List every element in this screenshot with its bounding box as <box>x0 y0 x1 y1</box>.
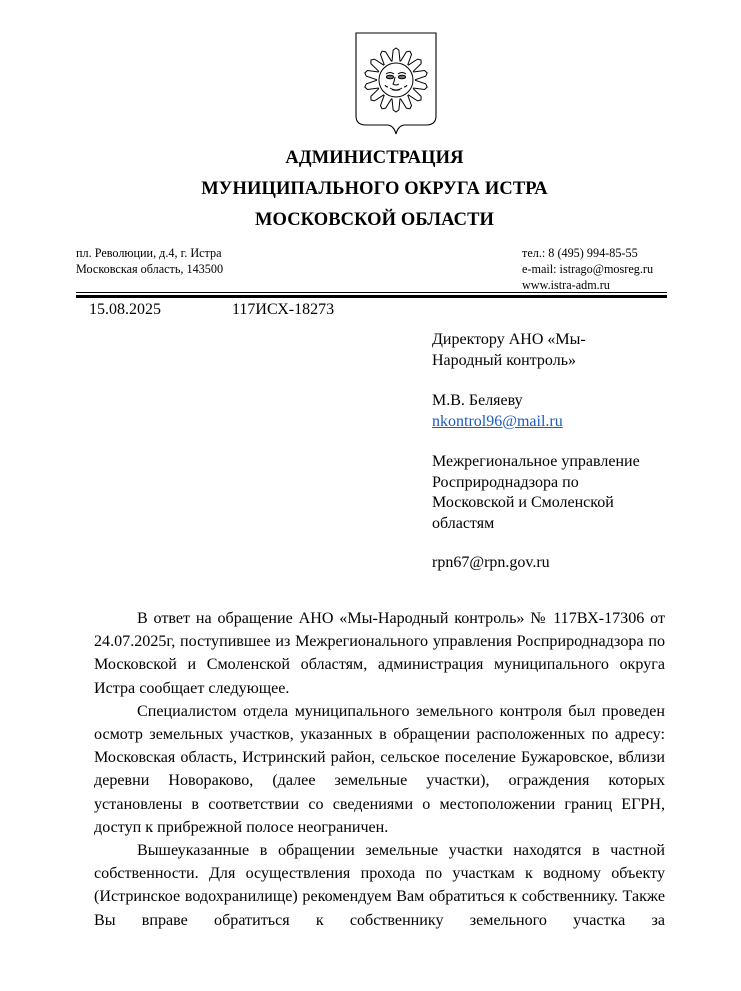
org-title-line: АДМИНИСТРАЦИЯ <box>285 148 464 168</box>
org-title-line: МОСКОВСКОЙ ОБЛАСТИ <box>254 210 495 230</box>
address-line: Московская область, 143500 <box>76 262 224 276</box>
website-line: www.istra-adm.ru <box>522 278 610 292</box>
document-date: 15.08.2025 <box>89 301 161 318</box>
addressee-person <box>432 391 682 432</box>
addressee-organization <box>432 330 682 371</box>
addressee-line: Директору АНО «Мы- <box>432 331 586 348</box>
addressee-line: областям <box>432 514 495 532</box>
phone-line: тел.: 8 (495) 994-85-55 <box>522 246 638 260</box>
header-divider-thin <box>76 292 667 293</box>
sun-petal <box>400 95 411 109</box>
coat-of-arms-icon <box>352 30 440 138</box>
sun-petal <box>400 51 411 65</box>
sun-face-outline <box>379 63 413 97</box>
sun-petal <box>392 99 400 112</box>
addressee-line: Народный контроль» <box>432 351 576 369</box>
sun-petal <box>413 71 427 80</box>
addressee-line: Межрегиональное управление <box>432 453 640 470</box>
body-paragraph: В ответ на обращение АНО «Мы-Народный контроль» № 117ВХ-17306 от 24.07.2025г, поступившее из Межрегионального управления Росприроднадзора по Московской и Смоленской областям, администрация муниципального округа Истра сообщает следующее. <box>94 610 665 697</box>
body-paragraph: Специалистом отдела муниципального земельного контроля был проведен осмотр земельных участков, указанных в обращении расположенных по адресу: Московская область, Истринский район, сельское поселение Бужаровское, вблизи деревни Новораково, (далее земельные участки), ограждения которых установлены в соответствии со сведениями о местоположении границ ЕГРН, доступ к прибрежной полосе неограничен. <box>94 702 665 836</box>
addressee-email-link[interactable]: nkontrol96@mail.ru <box>432 412 563 430</box>
sun-petal <box>392 48 400 61</box>
body-paragraph: Вышеуказанные в обращении земельные участки находятся в частной собственности. Для осуществления прохода по участкам к водному объекту (Истринское водохранилище) рекомендуем Вам обратиться к собственнику. Также Вы вправе обратиться к собственнику земельного участка за <box>94 842 665 929</box>
addressee-agency-email: rpn67@rpn.gov.ru <box>432 554 550 571</box>
addressee-agency <box>432 452 682 534</box>
email-line: e-mail: istrago@mosreg.ru <box>522 262 654 276</box>
addressee-line: Росприроднадзора по <box>432 473 579 491</box>
letter-body <box>94 607 665 932</box>
addressee-name: М.В. Беляеву <box>432 392 523 409</box>
sun-petal <box>365 80 379 89</box>
document-number: 117ИСХ-18273 <box>232 301 335 318</box>
org-contacts <box>522 245 653 293</box>
sun-petal <box>380 51 391 65</box>
org-title-line: МУНИЦИПАЛЬНОГО ОКРУГА ИСТРА <box>201 179 548 199</box>
sun-rays-icon <box>365 48 427 112</box>
org-address <box>76 245 223 277</box>
addressee-line: Московской и Смоленской <box>432 494 614 511</box>
sun-petal <box>380 95 391 109</box>
header-divider-thick <box>76 295 667 298</box>
sun-petal <box>413 80 427 89</box>
sun-petal <box>365 71 379 80</box>
address-line: пл. Революции, д.4, г. Истра <box>76 246 222 260</box>
